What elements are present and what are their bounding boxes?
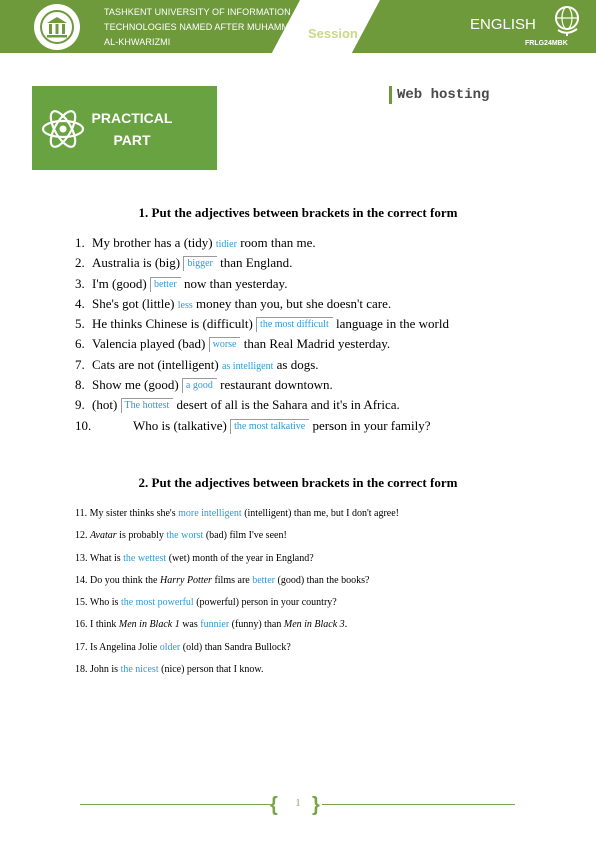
exercise-item <box>75 355 545 375</box>
item-number: 3. <box>75 275 85 291</box>
item-rest: desert of all is the Sahara and it's in Africa. <box>176 397 400 413</box>
item-number: 6. <box>75 336 85 352</box>
item-prompt: 15. Who is <box>75 597 119 609</box>
answer-text: worse <box>209 337 241 352</box>
answer-text: the nicest <box>120 664 159 676</box>
exercise-item <box>75 334 545 354</box>
exercise-1-title: 1. Put the adjectives between brackets in the correct form <box>138 205 458 220</box>
answer-text: the worst <box>166 530 204 542</box>
topic-title: Web hosting <box>389 86 489 104</box>
footer-bracket-left: { <box>270 794 278 816</box>
item-mid: is probably <box>119 530 164 542</box>
italic-title: Men in Black 3 <box>283 619 345 631</box>
exercise-item <box>75 616 545 638</box>
item-prompt: Cats are not (intelligent) <box>92 356 219 372</box>
session-watermark: Session <box>308 26 358 41</box>
answer-text: better <box>252 574 275 586</box>
item-prompt: 13. What is <box>75 552 121 564</box>
item-prompt: 12. <box>75 530 88 542</box>
item-rest: (funny) than <box>231 619 282 631</box>
item-number: 7. <box>75 356 85 372</box>
footer-bracket-right: } <box>312 794 320 816</box>
exercise-item <box>75 395 545 415</box>
item-rest: restaurant downtown. <box>220 377 333 393</box>
item-number: 5. <box>75 316 85 332</box>
exercise-item <box>75 661 545 683</box>
practical-label-line: PART <box>113 132 151 148</box>
item-rest: as dogs. <box>276 356 319 372</box>
course-code: FRLG24MBK <box>525 40 568 47</box>
university-name <box>104 5 314 50</box>
university-name-line: AL-KHWARIZMI <box>104 37 171 47</box>
answer-text: the most powerful <box>120 597 194 609</box>
exercise-item <box>75 572 545 594</box>
item-rest: than England. <box>220 255 293 271</box>
exercise-1-list <box>75 233 545 436</box>
exercise-2-title: 2. Put the adjectives between brackets in the correct form <box>138 475 458 490</box>
italic-title: Men in Black 1 <box>118 619 180 631</box>
exercise-item <box>75 294 545 314</box>
language-label: ENGLISH <box>470 16 536 33</box>
item-prompt: (hot) <box>92 397 118 413</box>
exercise-item <box>75 314 545 334</box>
answer-text: older <box>159 641 181 653</box>
item-rest: (wet) month of the year in England? <box>168 552 314 564</box>
item-prompt: 14. Do you think the <box>75 574 158 586</box>
answer-text: The hottest <box>121 398 174 413</box>
item-rest: (nice) person that I know. <box>161 664 264 676</box>
item-rest: (powerful) person in your country? <box>196 597 337 609</box>
page-number: 1 <box>295 798 301 809</box>
answer-text: a good <box>182 378 217 393</box>
item-prompt: She's got (little) <box>92 295 175 311</box>
globe-icon <box>553 5 583 37</box>
answer-text: less <box>177 299 193 311</box>
practical-label-line: PRACTICAL <box>91 110 173 126</box>
atom-icon <box>38 104 88 154</box>
item-mid: was <box>182 619 198 631</box>
answer-text: the wettest <box>123 552 167 564</box>
answer-text: as intelligent <box>221 360 274 372</box>
answer-text: tidier <box>215 239 237 250</box>
item-rest: money than you, but she doesn't care. <box>196 295 392 311</box>
item-number: 9. <box>75 397 85 413</box>
practical-part-label <box>90 107 174 151</box>
italic-title: Harry Potter <box>160 574 212 586</box>
item-rest: (intelligent) than me, but I don't agree! <box>244 508 400 519</box>
item-rest: (good) than the books? <box>277 574 370 586</box>
exercise-item <box>75 505 545 527</box>
item-rest: (old) than Sandra Bullock? <box>182 641 291 653</box>
exercise-2-list <box>75 505 545 683</box>
item-rest: now than yesterday. <box>183 275 288 291</box>
item-prompt: My brother has a (tidy) <box>92 235 213 250</box>
answer-text: the most difficult <box>256 317 333 332</box>
answer-text: the most talkative <box>230 419 309 434</box>
item-rest: than Real Madrid yesterday. <box>243 336 391 352</box>
university-name-line: TASHKENT UNIVERSITY OF INFORMATION <box>104 7 291 17</box>
answer-text: bigger <box>183 256 217 271</box>
item-prompt: 18. John is <box>75 664 119 676</box>
exercise-item <box>75 639 545 661</box>
exercise-item <box>75 233 545 253</box>
practical-part-box <box>32 86 217 170</box>
exercise-item <box>75 274 545 294</box>
item-number: 1. <box>75 235 85 250</box>
exercise-item <box>75 527 545 549</box>
item-mid: films are <box>214 574 250 586</box>
italic-title: Avatar <box>90 530 117 542</box>
exercise-item <box>75 594 545 616</box>
item-prompt: I'm (good) <box>92 275 147 291</box>
item-end: . <box>344 619 348 631</box>
exercise-item <box>75 550 545 572</box>
item-prompt: He thinks Chinese is (difficult) <box>92 316 253 332</box>
item-prompt: Who is (talkative) <box>133 417 227 433</box>
footer-line-left <box>80 804 272 805</box>
item-number: 4. <box>75 295 85 311</box>
item-number: 10. <box>75 417 92 433</box>
item-number: 2. <box>75 255 85 271</box>
item-prompt: Australia is (big) <box>92 255 181 271</box>
answer-text: funnier <box>200 619 230 631</box>
university-name-line: TECHNOLOGIES NAMED AFTER MUHAMMAD <box>104 22 302 32</box>
item-prompt: 16. I think <box>75 619 117 631</box>
item-rest: language in the world <box>336 316 449 332</box>
item-rest: room than me. <box>240 235 316 250</box>
university-building-icon <box>40 10 74 44</box>
item-prompt: 17. Is Angelina Jolie <box>75 641 158 653</box>
answer-text: more intelligent <box>178 508 242 519</box>
university-logo <box>34 4 80 50</box>
item-prompt: Show me (good) <box>92 377 179 393</box>
item-prompt: Valencia played (bad) <box>92 336 206 352</box>
item-rest: person in your family? <box>312 417 431 433</box>
footer-line-right <box>322 804 515 805</box>
exercise-item <box>75 416 545 436</box>
answer-text: better <box>150 277 181 292</box>
exercise-item <box>75 375 545 395</box>
item-number: 8. <box>75 377 85 393</box>
exercise-item <box>75 253 545 273</box>
item-prompt: 11. My sister thinks she's <box>75 508 176 519</box>
item-rest: (bad) film I've seen! <box>205 530 287 542</box>
